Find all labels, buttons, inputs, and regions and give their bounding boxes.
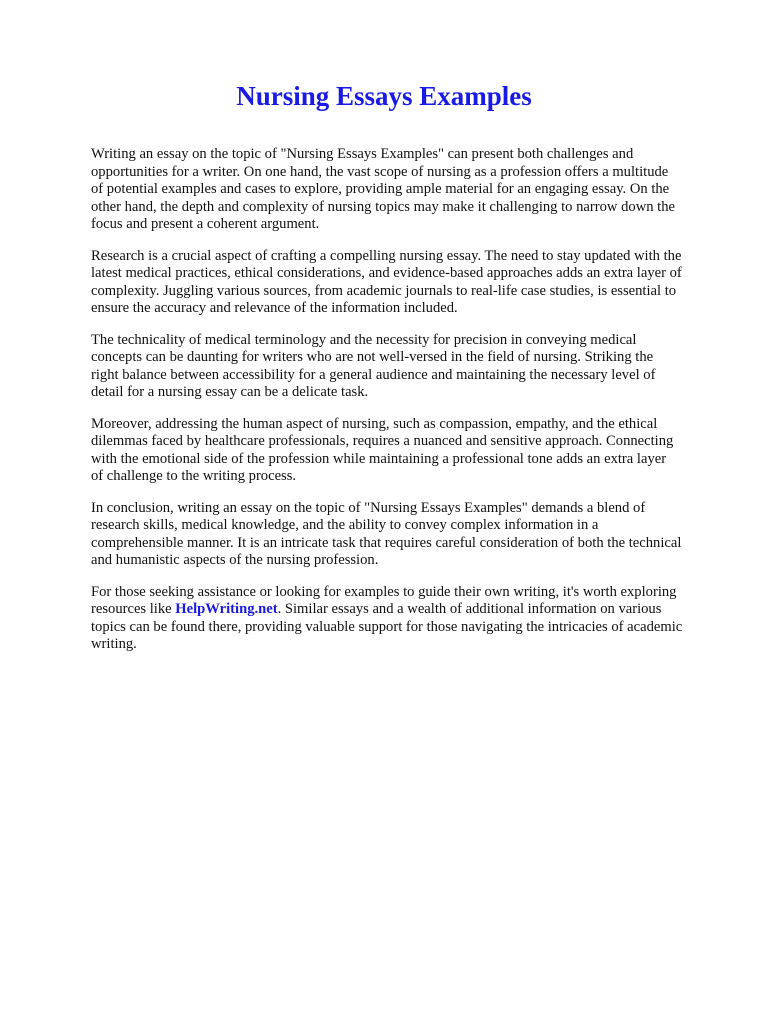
helpwriting-link[interactable]: HelpWriting.net: [175, 601, 278, 617]
paragraph-4: Moreover, addressing the human aspect of nursing, such as compassion, empathy, and the ethical dilemmas faced by healthcare professionals, requires a nuanced and sensitive approach. Connecting with the emotional side of the profession while maintaining a professional tone adds an extra layer of challenge to the writing process.: [91, 415, 674, 484]
paragraph-1: Writing an essay on the topic of "Nursing Essays Examples" can present both challenges and opportunities for a writer. On one hand, the vast scope of nursing as a profession offers a multitude of potential examples and cases to explore, providing ample material for an engaging essay. On the other hand, the depth and complexity of nursing topics may make it challenging to narrow down the focus and present a coherent argument.: [91, 146, 676, 232]
essay-body: [91, 146, 721, 668]
page-title: Nursing Essays Examples: [236, 81, 532, 111]
paragraph-2: Research is a crucial aspect of crafting a compelling nursing essay. The need to stay updated with the latest medical practices, ethical considerations, and evidence-based approaches adds an extra layer of complexity. Juggling various sources, from academic journals to real-life case studies, is essential to ensure the accuracy and relevance of the information included.: [91, 247, 682, 316]
paragraph-6-tail-text: . Similar essays and a wealth of additional information on various topics can be found there, providing valuable support for those navigating the intricacies of academic writing.: [91, 601, 683, 652]
paragraph-6-lead-text: For those seeking assistance or looking for examples to guide their own writing, it's worth exploring resources like: [91, 583, 677, 617]
paragraph-6: [91, 584, 721, 654]
paragraph-5: In conclusion, writing an essay on the topic of "Nursing Essays Examples" demands a blend of research skills, medical knowledge, and the ability to convey complex information in a comprehensible manner. It is an intricate task that requires careful consideration of both the technical and humanistic aspects of the nursing profession.: [91, 499, 682, 568]
paragraph-3: The technicality of medical terminology and the necessity for precision in conveying medical concepts can be daunting for writers who are not well-versed in the field of nursing. Striking the right balance between accessibility for a general audience and maintaining the necessary level of detail for a nursing essay can be a delicate task.: [91, 331, 656, 400]
